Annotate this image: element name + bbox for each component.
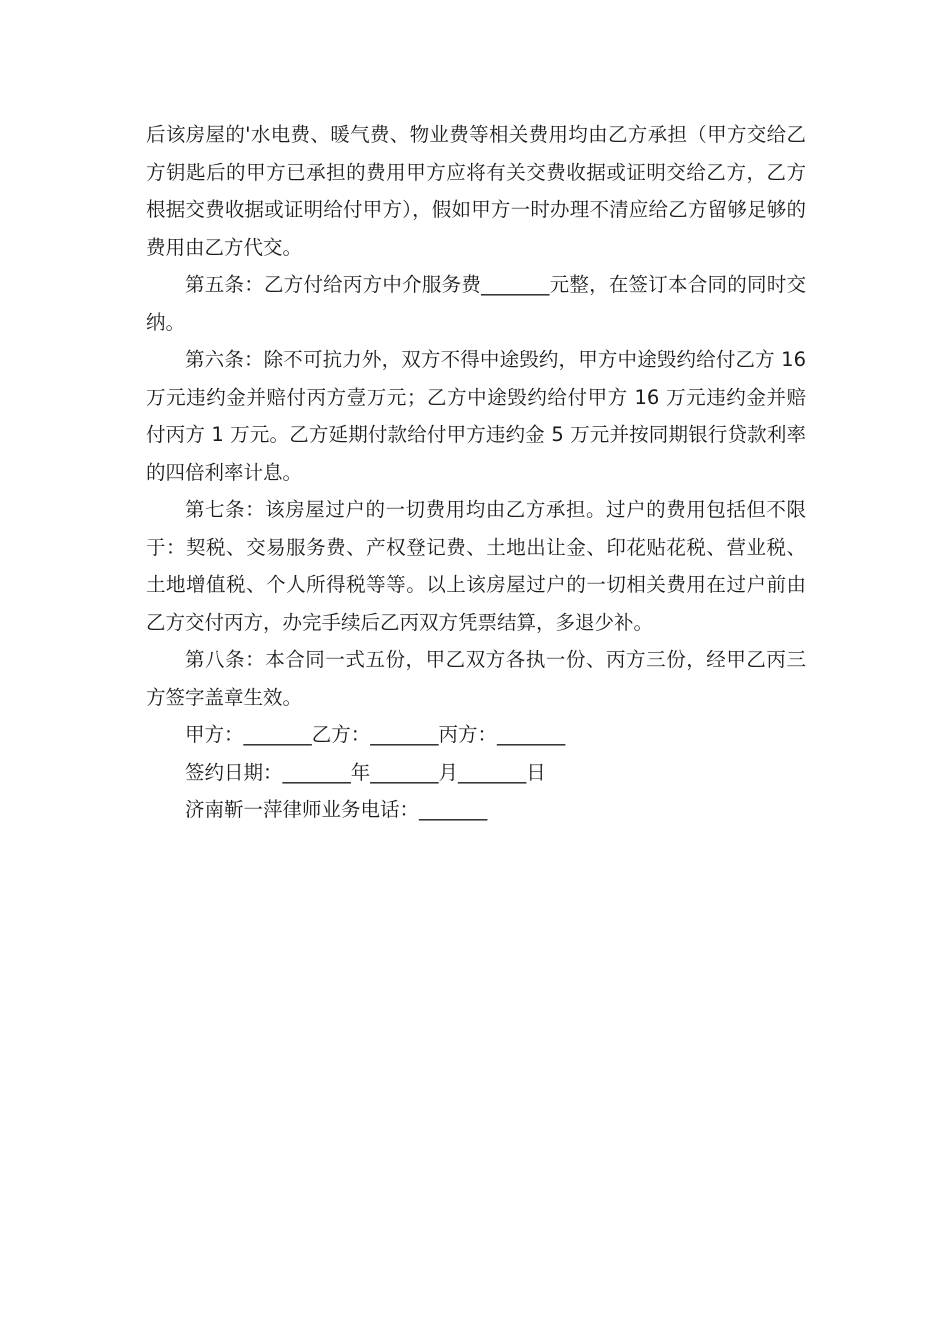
contract-body xyxy=(146,116,806,829)
signing-date-line: 签约日期：_______年_______月_______日 xyxy=(185,760,546,784)
lawyer-contact-line: 济南靳一萍律师业务电话：_______ xyxy=(185,798,488,821)
paragraph-article-7: 第七条：该房屋过户的一切费用均由乙方承担。过户的费用包括但不限于：契税、交易服务费、产权登记费、土地出让金、印花贴花税、营业税、土地增值税、个人所得税等等。以上该房屋过户的一切相关费用在过户前由乙方交付丙方，办完手续后乙丙双方凭票结算，多退少补。 xyxy=(146,498,806,634)
paragraph-continuation: 后该房屋的'水电费、暖气费、物业费等相关费用均由乙方承担（甲方交给乙方钥匙后的甲方已承担的费用甲方应将有关交费收据或证明交给乙方，乙方根据交费收据或证明给付甲方），假如甲方一时办理不清应给乙方留够足够的费用由乙方代交。 xyxy=(146,123,806,259)
signature-line: 甲方：_______乙方：_______丙方：_______ xyxy=(185,723,566,746)
paragraph-article-6: 第六条：除不可抗力外，双方不得中途毁约，甲方中途毁约给付乙方 16 万元违约金并赔付丙方壹万元；乙方中途毁约给付甲方 16 万元违约金并赔付丙方 1 万元。乙方延期付款给付甲方违约金 5 万元并按同期银行贷款利率的四倍利率计息。 xyxy=(146,348,806,484)
paragraph-article-5: 第五条：乙方付给丙方中介服务费_______元整，在签订本合同的同时交纳。 xyxy=(146,273,806,334)
paragraph-article-8: 第八条：本合同一式五份，甲乙双方各执一份、丙方三份，经甲乙丙三方签字盖章生效。 xyxy=(146,648,806,709)
